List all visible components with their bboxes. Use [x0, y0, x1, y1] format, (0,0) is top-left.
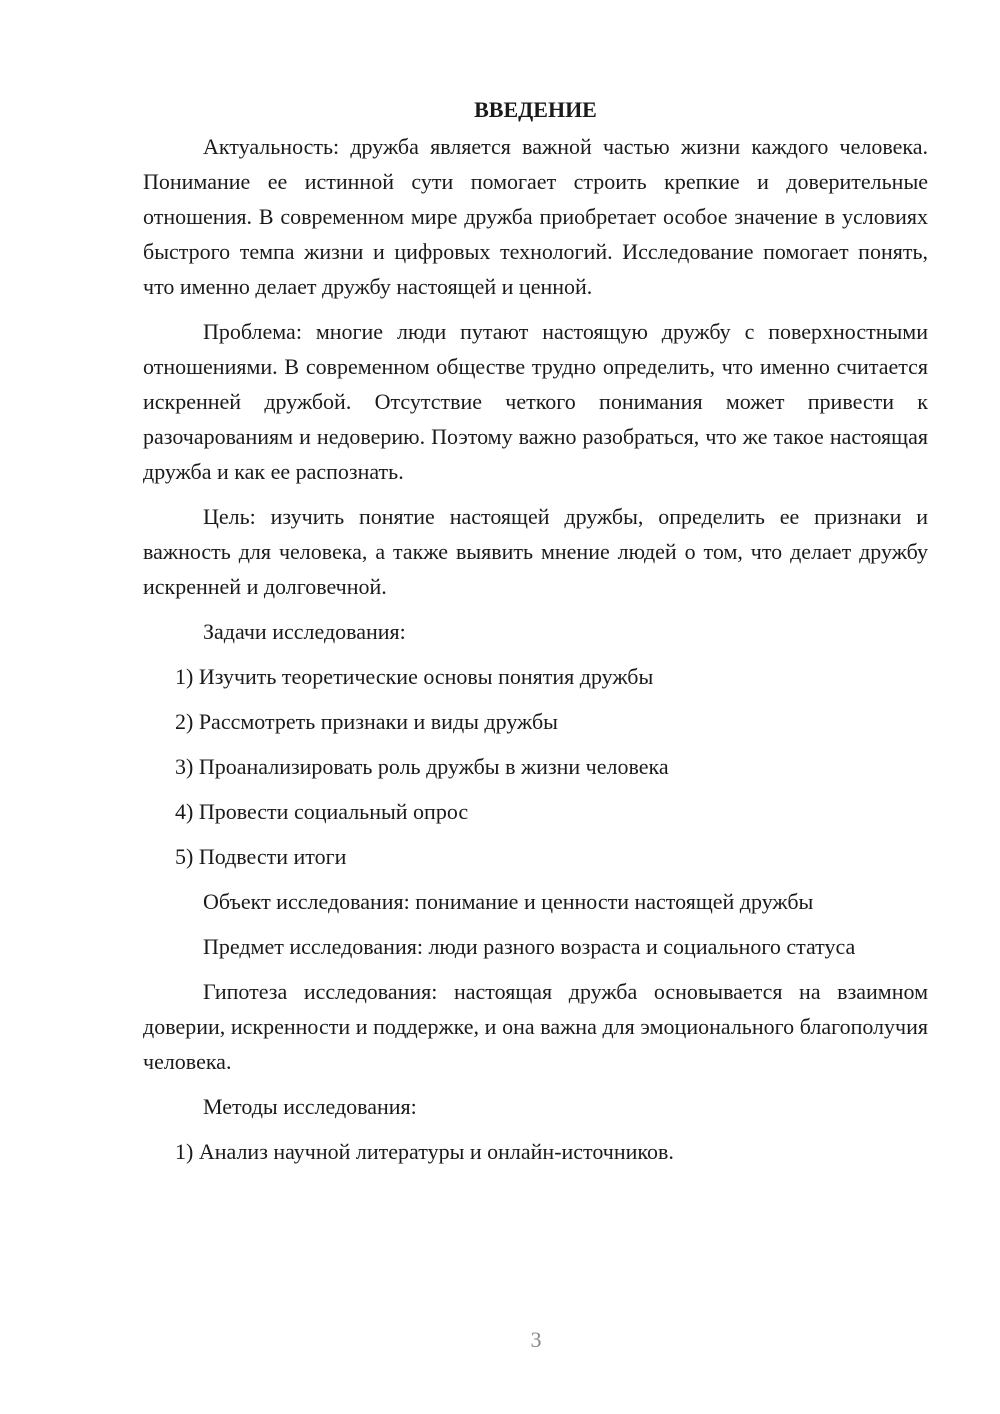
methods-list [143, 1134, 928, 1169]
page-number: 3 [530, 1327, 542, 1352]
relevance-paragraph: Актуальность: дружба является важной частью жизни каждого человека. Понимание ее истинной сути помогает строить крепкие и доверительные отношения. В современном мире дружба приобретает особое значение в условиях быстрого темпа жизни и цифровых технологий. Исследование помогает понять, что именно делает дружбу настоящей и ценной. [143, 134, 928, 299]
task-item: 2) Рассмотреть признаки и виды дружбы [175, 709, 558, 734]
tasks-list [143, 659, 928, 874]
section-title: ВВЕДЕНИЕ [474, 97, 597, 122]
task-item: 4) Провести социальный опрос [175, 799, 469, 824]
document-page [143, 92, 928, 1179]
object-line: Объект исследования: понимание и ценности настоящей дружбы [203, 889, 814, 914]
hypothesis-paragraph: Гипотеза исследования: настоящая дружба основывается на взаимном доверии, искренности и поддержке, и она важна для эмоционального благополучия человека. [143, 979, 928, 1074]
subject-paragraph: Предмет исследования: люди разного возраста и социального статуса [203, 934, 856, 959]
goal-paragraph: Цель: изучить понятие настоящей дружбы, определить ее признаки и важность для человека, а также выявить мнение людей о том, что делает дружбу искренней и долговечной. [143, 504, 928, 599]
task-item: 3) Проанализировать роль дружбы в жизни человека [175, 754, 669, 779]
task-item: 5) Подвести итоги [175, 844, 347, 869]
method-item: 1) Анализ научной литературы и онлайн-источников. [175, 1139, 674, 1164]
problem-paragraph: Проблема: многие люди путают настоящую дружбу с поверхностными отношениями. В современном обществе трудно определить, что именно считается искренней дружбой. Отсутствие четкого понимания может привести к разочарованиям и недоверию. Поэтому важно разобраться, что же такое настоящая дружба и как ее распознать. [143, 319, 928, 484]
methods-heading: Методы исследования: [203, 1094, 417, 1119]
task-item: 1) Изучить теоретические основы понятия дружбы [175, 664, 654, 689]
tasks-heading: Задачи исследования: [203, 619, 406, 644]
